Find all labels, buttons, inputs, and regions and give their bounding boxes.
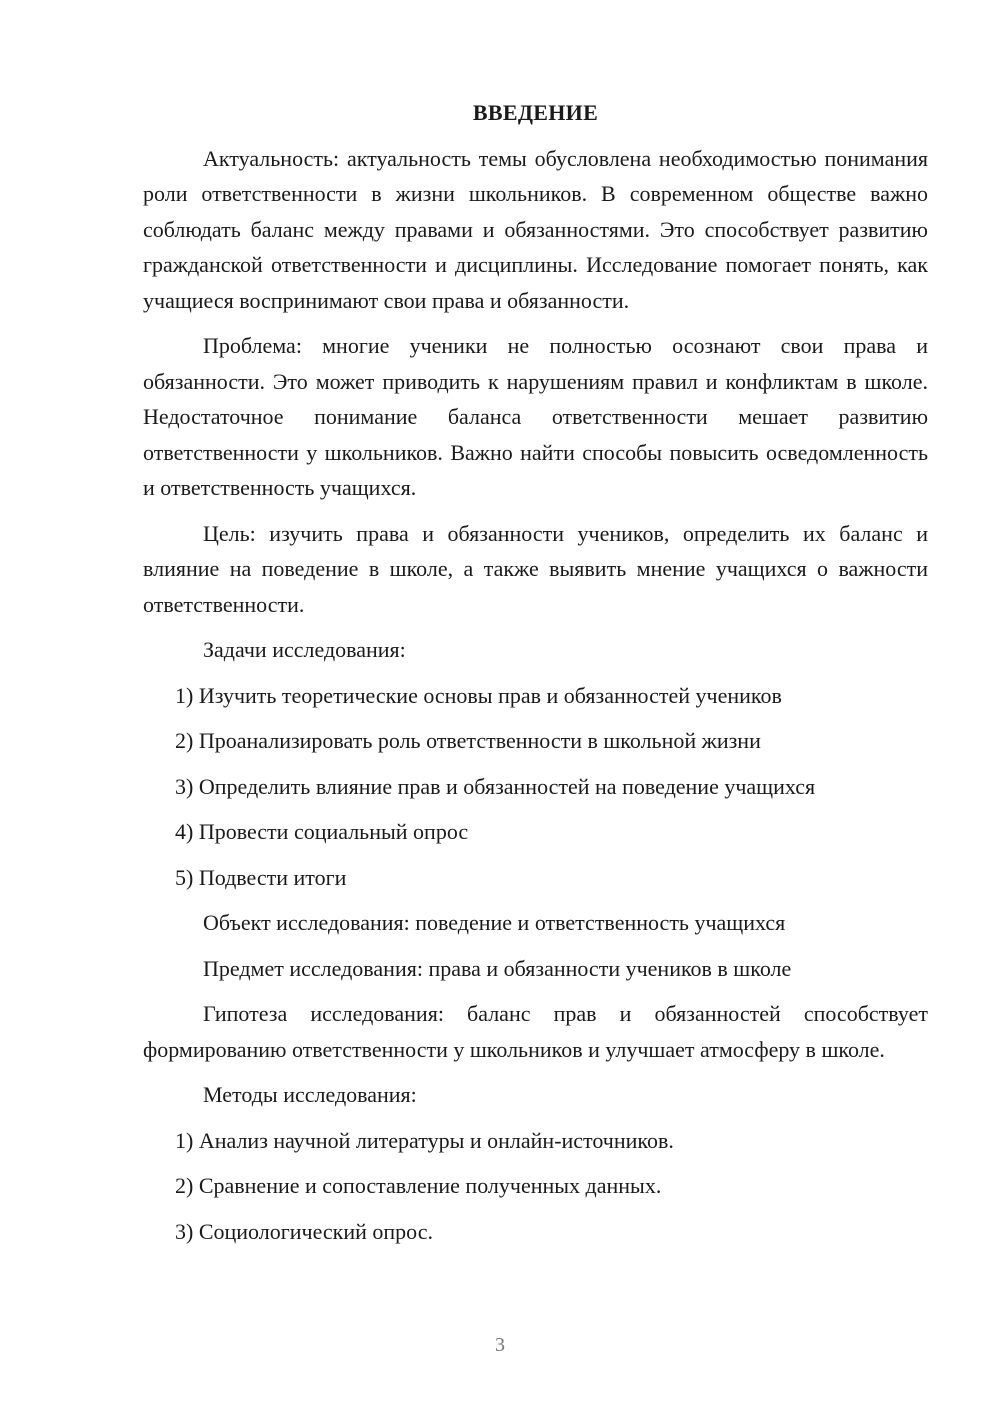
problem-paragraph: Проблема: многие ученики не полностью осознают свои права и обязанности. Это может приводить к нарушениям правил и конфликтам в школе. Недостаточное понимание баланса ответственности мешает развитию ответственности у школьников. Важно найти способы повысить осведомленность и ответственность учащихся. xyxy=(143,333,928,500)
methods-heading: Методы исследования: xyxy=(203,1082,417,1107)
relevance-paragraph: Актуальность: актуальность темы обусловлена необходимостью понимания роли ответственности в жизни школьников. В современном обществе важно соблюдать баланс между правами и обязанностями. Это способствует развитию гражданской ответственности и дисциплины. Исследование помогает понять, как учащиеся воспринимают свои права и обязанности. xyxy=(143,145,928,313)
page-title: ВВЕДЕНИЕ xyxy=(472,100,599,125)
method-item: 3) Социологический опрос. xyxy=(175,1218,433,1244)
page-number: 3 xyxy=(495,1334,505,1356)
task-item: 2) Проанализировать роль ответственности в школьной жизни xyxy=(175,728,761,753)
task-item: 5) Подвести итоги xyxy=(175,864,347,890)
method-item: 1) Анализ научной литературы и онлайн-источников. xyxy=(175,1127,674,1153)
goal-paragraph: Цель: изучить права и обязанности учеников, определить их баланс и влияние на поведение в школе, а также выявить мнение учащихся о важности ответственности. xyxy=(143,520,928,617)
task-item: 3) Определить влияние прав и обязанностей на поведение учащихся xyxy=(175,773,816,799)
task-item: 1) Изучить теоретические основы прав и обязанностей учеников xyxy=(175,682,782,708)
research-subject: Предмет исследования: права и обязанности учеников в школе xyxy=(203,955,792,981)
task-item: 4) Провести социальный опрос xyxy=(175,819,469,844)
hypothesis-paragraph: Гипотеза исследования: баланс прав и обязанностей способствует формированию ответственности у школьников и улучшает атмосферу в школе. xyxy=(143,1001,928,1062)
tasks-heading: Задачи исследования: xyxy=(203,637,406,662)
method-item: 2) Сравнение и сопоставление полученных данных. xyxy=(175,1173,662,1198)
page-content xyxy=(143,95,928,1259)
research-object: Объект исследования: поведение и ответственность учащихся xyxy=(203,910,786,935)
